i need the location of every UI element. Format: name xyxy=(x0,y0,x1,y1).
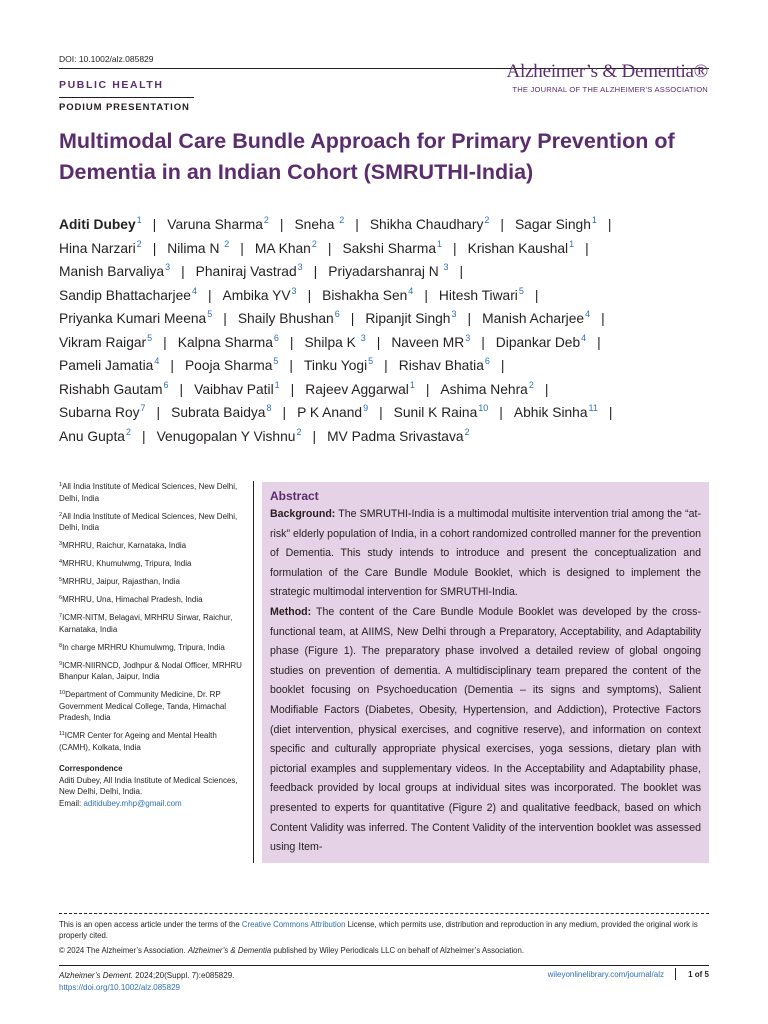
author-line xyxy=(59,307,719,331)
author-name-text: Krishan Kaushal xyxy=(467,240,569,256)
author-name-text: Sunil K Raina xyxy=(393,405,478,420)
author-name-text: Hitesh Tiwari xyxy=(438,287,518,303)
author-affiliation-marker[interactable]: 3 xyxy=(451,309,457,319)
author-name-text: Varuna Sharma xyxy=(167,217,263,232)
author-name xyxy=(327,425,470,449)
author-affiliation-marker[interactable]: 2 xyxy=(125,426,131,437)
author-name-text: Priyanka Kumari Meena xyxy=(59,311,207,326)
author-name-text: Aditi Dubey xyxy=(59,217,136,232)
author-name xyxy=(365,307,456,331)
column-divider xyxy=(253,481,254,863)
author-separator: | xyxy=(313,264,318,279)
author-separator: | xyxy=(279,217,284,232)
article-type: PODIUM PRESENTATION xyxy=(59,102,190,113)
affiliation-number: 5 xyxy=(59,577,63,583)
affiliation-item xyxy=(59,511,245,534)
affiliation-item xyxy=(59,730,245,753)
affiliation-text: Department of Community Medicine, Dr. RP Government Medical College, Tanda, Himachal Pradesh, India xyxy=(59,690,227,722)
journal-site-link[interactable]: wileyonlinelibrary.com/journal/alz xyxy=(547,970,664,979)
author-line xyxy=(59,425,719,449)
author-separator: | xyxy=(163,334,167,350)
author-separator: | xyxy=(500,217,504,232)
abstract-background xyxy=(270,505,701,603)
author-name xyxy=(370,213,490,237)
author-separator: | xyxy=(290,381,295,397)
author-affiliation-marker[interactable]: 8 xyxy=(266,403,272,413)
author-line xyxy=(59,378,719,402)
author-separator: | xyxy=(355,217,359,232)
author-affiliation-marker[interactable]: 4 xyxy=(408,285,414,296)
section-rule xyxy=(59,97,194,98)
email-label: Email: xyxy=(59,798,84,808)
method-text: The content of the Care Bundle Module Booklet was developed by the cross-functional team, at AIIMS, New Delhi through a Preparatory, Acceptability, and Adaptability phase (Figure 1). The preparatory phase involved a detailed review of global ongoing studies on prevention of dementia. A multidisciplinary team prepared the content of the booklet focusing on Psychoeducation (Dementia – its signs and symptoms), Salient Modifiable Factors (Diabetes, Obesity, Hypertension, and Addiction), Protective Factors (diet intervention, physical exercises, and cognitive reserve), and information on context specific and culturally appropriate physical exercises, yoga sessions, dietary plan with pictorial examples and supplementary videos. In the Acceptability and Adaptability phase, feedback provided by local groups at individual sites was incorporated. The booklet was presented to experts for quantitative (Figure 2) and qualitative feedback, based on which Content Validity was inferred. The Content Validity of the intervention booklet was assessed using Item- xyxy=(270,605,701,854)
affiliation-number: 4 xyxy=(59,559,63,565)
author-name xyxy=(468,237,575,261)
author-name xyxy=(440,378,533,402)
author-name-text: Shikha Chaudhary xyxy=(369,217,484,232)
author-name-text: Nilima N xyxy=(167,240,224,256)
author-affiliation-marker[interactable]: 11 xyxy=(588,403,598,413)
author-name xyxy=(167,237,229,261)
author-name-text: Tinku Yogi xyxy=(303,358,368,373)
author-name xyxy=(196,260,303,284)
author-affiliation-marker[interactable]: 5 xyxy=(273,356,279,366)
author-affiliation-marker[interactable]: 2 xyxy=(311,238,317,249)
author-separator: | xyxy=(289,334,294,350)
abstract-method xyxy=(270,603,701,858)
affiliation-number: 7 xyxy=(59,613,63,619)
author-separator: | xyxy=(379,405,383,420)
author-name-text: Rishav Bhatia xyxy=(398,358,484,373)
affiliation-number: 6 xyxy=(59,595,63,601)
author-affiliation-marker[interactable]: 2 xyxy=(263,215,269,225)
author-separator: | xyxy=(152,240,157,256)
author-list xyxy=(59,213,719,448)
author-separator: | xyxy=(453,240,457,256)
author-name xyxy=(178,331,279,355)
author-affiliation-marker[interactable]: 6 xyxy=(273,332,279,343)
author-separator: | xyxy=(307,287,312,303)
author-separator: | xyxy=(459,264,464,279)
affiliation-text: MRHRU, Khumulwmg, Tripura, India xyxy=(62,559,192,568)
author-affiliation-marker[interactable]: 6 xyxy=(484,356,490,366)
author-name-text: Manish Barvaliya xyxy=(59,264,165,279)
license-pre: This is an open access article under the terms of the xyxy=(59,920,242,929)
abstract-box xyxy=(262,482,709,863)
author-name-text: Rajeev Aggarwal xyxy=(305,381,409,397)
author-name-text: Ambika YV xyxy=(222,287,291,303)
author-name-text: Sandip Bhattacharjee xyxy=(59,287,191,303)
abstract-body xyxy=(270,505,701,858)
author-separator: | xyxy=(207,287,212,303)
author-name xyxy=(59,260,170,284)
author-affiliation-marker[interactable]: 3 xyxy=(360,332,366,343)
affiliations xyxy=(59,481,245,809)
affiliation-number: 2 xyxy=(59,511,63,518)
author-name xyxy=(304,354,373,378)
author-name xyxy=(297,401,368,425)
author-name-text: Phaniraj Vastrad xyxy=(195,264,297,279)
author-affiliation-marker[interactable]: 9 xyxy=(363,403,369,413)
author-name xyxy=(514,401,598,425)
author-name-text: Sneha xyxy=(294,217,339,232)
author-affiliation-marker[interactable]: 3 xyxy=(465,332,471,343)
author-affiliation-marker[interactable]: 4 xyxy=(585,309,591,319)
author-name-text: Venugopalan Y Vishnu xyxy=(156,428,296,444)
author-name-text: Dipankar Deb xyxy=(495,334,581,350)
author-affiliation-marker[interactable]: 2 xyxy=(528,379,534,390)
author-name-text: Ripanjit Singh xyxy=(365,311,451,326)
author-name-text: Ashima Nehra xyxy=(440,381,528,397)
author-affiliation-marker[interactable]: 4 xyxy=(191,285,197,296)
author-affiliation-marker[interactable]: 2 xyxy=(464,426,470,437)
author-separator: | xyxy=(240,240,244,256)
author-line xyxy=(59,213,719,237)
affiliation-number: 1 xyxy=(59,482,63,488)
affiliation-number: 10 xyxy=(59,690,66,696)
author-name-text: Subrata Baidya xyxy=(171,405,266,420)
citation-doi-link[interactable]: https://doi.org/10.1002/alz.085829 xyxy=(59,983,180,992)
author-name-text: Manish Acharjee xyxy=(482,311,585,326)
author-name-text: Kalpna Sharma xyxy=(177,334,273,350)
author-affiliation-marker[interactable]: 4 xyxy=(581,332,587,343)
author-name-text: Shilpa K xyxy=(304,334,360,350)
author-affiliation-marker[interactable]: 3 xyxy=(443,262,449,272)
author-name xyxy=(515,213,597,237)
affiliation-text: All India Institute of Medical Sciences, New Delhi, Delhi, India xyxy=(59,511,238,532)
license-link[interactable]: Creative Commons Attribution xyxy=(241,920,346,929)
author-name-text: P K Anand xyxy=(297,405,363,420)
affiliation-item xyxy=(59,558,245,570)
author-separator: | xyxy=(500,358,505,373)
author-name xyxy=(342,237,442,261)
author-name xyxy=(59,331,152,355)
affiliation-number: 11 xyxy=(59,731,65,737)
author-name xyxy=(185,354,278,378)
author-name xyxy=(59,213,142,237)
author-name xyxy=(305,378,415,402)
copyright-pre: © 2024 The Alzheimer’s Association. xyxy=(59,946,188,955)
author-affiliation-marker[interactable]: 3 xyxy=(165,262,171,272)
author-name xyxy=(59,284,197,308)
footer-dashed-rule xyxy=(59,913,709,914)
author-line xyxy=(59,237,719,261)
author-affiliation-marker[interactable]: 1 xyxy=(591,215,597,225)
author-affiliation-marker[interactable]: 3 xyxy=(297,262,303,272)
author-name xyxy=(194,378,280,402)
author-separator: | xyxy=(597,334,601,350)
journal-logo xyxy=(506,62,708,94)
author-name-text: Shaily Bhushan xyxy=(237,311,334,326)
author-affiliation-marker[interactable]: 1 xyxy=(136,215,142,225)
author-name xyxy=(399,354,490,378)
author-separator: | xyxy=(425,381,430,397)
author-separator: | xyxy=(499,405,503,420)
affiliation-item xyxy=(59,576,245,588)
author-name xyxy=(482,307,590,331)
author-separator: | xyxy=(170,358,174,373)
affiliation-text: ICMR-NITM, Belagavi, MRHRU Sirwar, Raichur, Karnataka, India xyxy=(59,613,233,634)
article-title: Multimodal Care Bundle Approach for Primary Prevention of Dementia in an Indian Cohort (SMRUTHI-India) xyxy=(59,129,675,184)
author-affiliation-marker[interactable]: 1 xyxy=(274,379,280,390)
author-affiliation-marker[interactable]: 7 xyxy=(140,403,146,413)
author-affiliation-marker[interactable]: 6 xyxy=(334,309,340,319)
author-affiliation-marker[interactable]: 2 xyxy=(136,238,142,249)
affiliation-text: ICMR Center for Ageing and Mental Health (CAMH), Kolkata, India xyxy=(59,731,217,752)
author-line xyxy=(59,401,719,425)
author-name-text: Anu Gupta xyxy=(59,428,125,444)
author-affiliation-marker[interactable]: 2 xyxy=(224,238,230,249)
copyright-journal: Alzheimer’s & Dementia xyxy=(187,946,272,955)
author-name-text: Subarna Roy xyxy=(59,405,140,420)
author-separator: | xyxy=(141,428,146,444)
affiliation-text: In charge MRHRU Khumulwmg, Tripura, India xyxy=(62,642,225,652)
author-name xyxy=(255,237,317,261)
author-separator: | xyxy=(152,217,157,232)
author-affiliation-marker[interactable]: 2 xyxy=(484,215,490,225)
author-name-text: Priyadarshanraj N xyxy=(328,264,443,279)
author-separator: | xyxy=(156,405,161,420)
affiliation-text: MRHRU, Una, Himachal Pradesh, India xyxy=(62,595,203,604)
author-name xyxy=(59,425,131,449)
affiliation-item xyxy=(59,689,245,724)
abstract-heading: Abstract xyxy=(270,489,319,503)
author-line xyxy=(59,260,719,284)
journal-name: Alzheimer’s & Dementia® xyxy=(506,61,708,82)
author-name xyxy=(294,213,344,237)
author-affiliation-marker[interactable]: 6 xyxy=(163,379,169,390)
citation-journal: Alzheimer’s Dement. xyxy=(59,971,133,980)
author-separator: | xyxy=(376,334,381,350)
author-name-text: Vikram Raigar xyxy=(59,334,147,350)
author-affiliation-marker[interactable]: 3 xyxy=(291,285,297,296)
author-name-text: Rishabh Gautam xyxy=(59,381,163,397)
page-number: 1 of 5 xyxy=(688,970,709,979)
author-name-text: Hina Narzari xyxy=(59,240,136,256)
copyright-text xyxy=(59,945,709,956)
author-name xyxy=(167,213,269,237)
author-name xyxy=(59,401,146,425)
affiliation-text: MRHRU, Jaipur, Rajasthan, India xyxy=(62,577,180,586)
author-separator: | xyxy=(179,381,184,397)
author-name xyxy=(322,284,413,308)
author-separator: | xyxy=(534,287,539,303)
citation-volume: 2024;20(Suppl. 7):e085829. xyxy=(132,971,235,980)
author-line xyxy=(59,284,719,308)
author-name xyxy=(238,307,340,331)
author-separator: | xyxy=(289,358,293,373)
page-separator xyxy=(675,968,676,980)
affiliation-item xyxy=(59,642,245,654)
author-affiliation-marker[interactable]: 5 xyxy=(147,332,153,343)
author-name xyxy=(157,425,302,449)
author-separator: | xyxy=(424,287,428,303)
author-affiliation-marker[interactable]: 1 xyxy=(569,238,575,249)
author-name-text: Abhik Sinha xyxy=(513,405,588,420)
author-affiliation-marker[interactable]: 4 xyxy=(154,356,160,366)
author-name xyxy=(394,401,489,425)
author-name xyxy=(59,307,212,331)
citation xyxy=(59,970,234,994)
author-name-text: MV Padma Srivastava xyxy=(327,428,464,444)
background-text: The SMRUTHI-India is a multimodal multisite intervention trial among the “at-risk” elderly population of India, in a cohort randomized controlled manner for the prevention of Dementia. This study intends to introduce and present the conceptualization and formulation of the Care Bundle Module Booklet, which is designed to implement the strategic multimodal intervention for SMRUTHI-India. xyxy=(270,508,701,599)
author-name-text: Pameli Jamatia xyxy=(59,358,154,373)
author-name-text: Sakshi Sharma xyxy=(342,240,437,256)
copyright-post: published by Wiley Periodicals LLC on behalf of Alzheimer’s Association. xyxy=(271,946,525,955)
author-separator: | xyxy=(608,405,613,420)
author-separator: | xyxy=(181,264,185,279)
author-separator: | xyxy=(327,240,332,256)
license-post: License, which permits use, distribution and reproduction in any medium, provided the original work is properly cited. xyxy=(59,920,698,940)
author-separator: | xyxy=(481,334,485,350)
affiliation-number: 8 xyxy=(59,642,63,649)
affiliation-item xyxy=(59,481,245,504)
author-separator: | xyxy=(607,217,612,232)
author-affiliation-marker[interactable]: 10 xyxy=(478,403,489,413)
affiliation-item xyxy=(59,594,245,606)
author-affiliation-marker[interactable]: 5 xyxy=(207,309,213,319)
affiliation-item xyxy=(59,612,245,635)
author-affiliation-marker[interactable]: 5 xyxy=(518,285,524,296)
correspondence-heading: Correspondence xyxy=(59,764,123,773)
affiliation-text: MRHRU, Raichur, Karnataka, India xyxy=(62,541,187,550)
correspondence-email-link[interactable]: aditidubey.mhp@gmail.com xyxy=(83,798,182,808)
author-affiliation-marker[interactable]: 1 xyxy=(437,238,443,249)
author-affiliation-marker[interactable]: 1 xyxy=(409,379,415,390)
doi-text: DOI: 10.1002/alz.085829 xyxy=(59,54,154,64)
background-label: Background: xyxy=(270,508,336,520)
author-name-text: MA Khan xyxy=(254,240,311,256)
affiliation-number: 3 xyxy=(59,541,63,547)
author-name xyxy=(59,237,142,261)
author-affiliation-marker[interactable]: 2 xyxy=(296,426,302,437)
footer-rule xyxy=(59,965,709,966)
author-name xyxy=(223,284,297,308)
correspondence-email-row xyxy=(59,798,245,810)
affiliation-item xyxy=(59,660,245,683)
author-name-text: Naveen MR xyxy=(391,334,465,350)
affiliation-text: ICMR-NIIRNCD, Jodhpur & Nodal Officer, MRHRU Bhanpur Kalan, Jaipur, India xyxy=(59,660,242,681)
affiliation-number: 9 xyxy=(59,660,63,667)
author-name xyxy=(439,284,524,308)
affiliation-item xyxy=(59,540,245,552)
author-separator: | xyxy=(467,311,472,326)
author-separator: | xyxy=(312,428,317,444)
author-separator: | xyxy=(601,311,605,326)
author-line xyxy=(59,331,719,355)
section-label: PUBLIC HEALTH xyxy=(59,79,164,91)
author-name xyxy=(496,331,586,355)
author-separator: | xyxy=(350,311,355,326)
author-line xyxy=(59,354,719,378)
author-affiliation-marker[interactable]: 5 xyxy=(368,356,374,366)
author-name xyxy=(391,331,470,355)
author-name-text: Vaibhav Patil xyxy=(194,381,274,397)
author-name xyxy=(59,378,169,402)
author-separator: | xyxy=(223,311,227,326)
author-name xyxy=(171,401,271,425)
journal-subtitle: THE JOURNAL OF THE ALZHEIMER’S ASSOCIATION xyxy=(512,85,708,94)
author-separator: | xyxy=(544,381,549,397)
license-text xyxy=(59,919,709,941)
author-separator: | xyxy=(585,240,589,256)
method-label: Method: xyxy=(270,605,312,618)
author-affiliation-marker[interactable]: 2 xyxy=(339,215,345,225)
author-name xyxy=(59,354,159,378)
author-separator: | xyxy=(384,358,388,373)
correspondence-text: Aditi Dubey, All India Institute of Medical Sciences, New Delhi, Delhi, India. xyxy=(59,775,238,796)
author-name-text: Bishakha Sen xyxy=(322,287,408,303)
affiliation-text: All India Institute of Medical Sciences, New Delhi, Delhi, India xyxy=(59,482,238,503)
author-name xyxy=(328,260,448,284)
author-name-text: Pooja Sharma xyxy=(184,358,273,373)
author-name-text: Sagar Singh xyxy=(514,217,591,232)
author-name xyxy=(304,331,365,355)
author-separator: | xyxy=(282,405,287,420)
